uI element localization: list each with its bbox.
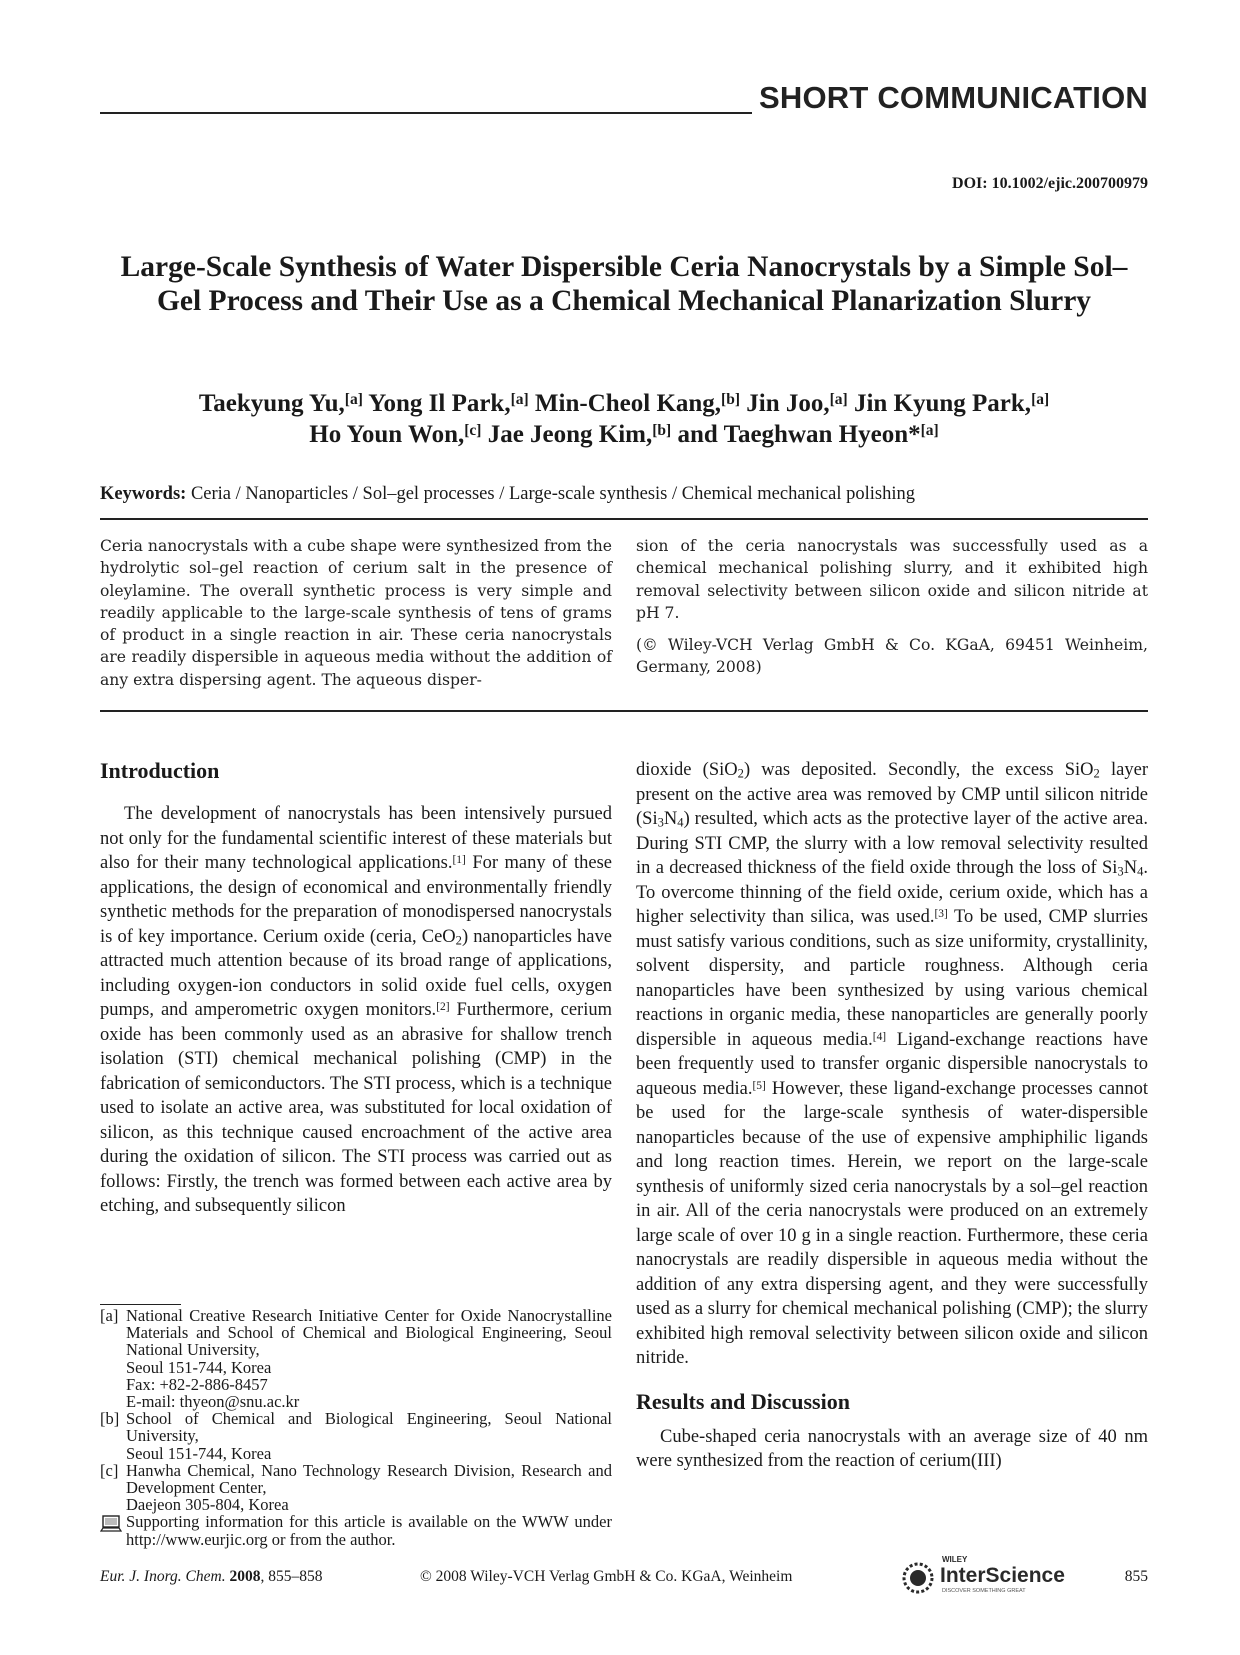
abstract-copyright: (© Wiley-VCH Verlag GmbH & Co. KGaA, 69451 Weinheim, Germany, 2008)	[636, 636, 1148, 677]
logo-small-text: WILEY	[942, 1555, 968, 1564]
affiliation-mark: [a]	[344, 391, 363, 409]
footer-copyright: © 2008 Wiley-VCH Verlag GmbH & Co. KGaA, Weinheim	[420, 1568, 793, 1585]
footnote-c: [c] Hanwha Chemical, Nano Technology Research Division, Research and Development Center, Daejeon 305-804, Korea	[100, 1460, 612, 1515]
author-name: Jin Kyung Park,	[853, 390, 1032, 417]
section-label: SHORT COMMUNICATION	[759, 80, 1148, 115]
logo-tagline: DISCOVER SOMETHING GREAT	[942, 1588, 1026, 1594]
affiliation-mark: [a]	[829, 391, 848, 409]
author-name: Yong Il Park,	[368, 390, 511, 417]
reference-link[interactable]: [3]	[934, 907, 948, 920]
affiliation-mark: [a]	[510, 391, 529, 409]
journal-citation: Eur. J. Inorg. Chem. 2008, 855–858	[100, 1568, 323, 1585]
article-title: Large-Scale Synthesis of Water Dispersible Ceria Nanocrystals by a Simple Sol–Gel Process and Their Use as a Chemical Mechanical Planarization Slurry	[120, 251, 1128, 317]
footnote-b: [b] School of Chemical and Biological Engineering, Seoul National University, Seoul 151-744, Korea	[100, 1409, 612, 1463]
results-paragraph: Cube-shaped ceria nanocrystals with an average size of 40 nm were synthesized from the reaction of cerium(III)	[636, 1426, 1148, 1471]
logo-main-text: InterScience	[940, 1564, 1065, 1587]
affiliation-mark: [a]	[920, 422, 939, 440]
email-link[interactable]: E-mail: thyeon@snu.ac.kr	[126, 1392, 300, 1412]
supporting-info-note	[100, 1513, 612, 1547]
supporting-info-text[interactable]: Supporting information for this article is available on the WWW under http://www.eurjic.org or from the author.	[126, 1512, 612, 1549]
interscience-logo[interactable]	[898, 1548, 1068, 1600]
author-list	[100, 388, 1148, 450]
affiliation-footnotes	[100, 1307, 612, 1548]
introduction-heading: Introduction	[100, 758, 220, 783]
author-name: Jae Jeong Kim,	[487, 421, 653, 448]
abstract-top-rule	[100, 518, 1148, 520]
body-left-column	[100, 758, 612, 1219]
affiliation-mark: [c]	[464, 422, 482, 440]
author-name: Jin Joo,	[746, 390, 830, 417]
reference-link[interactable]: [1]	[452, 853, 466, 866]
abstract-bottom-rule	[100, 710, 1148, 712]
author-name: Taekyung Yu,	[198, 390, 345, 417]
author-name: Min-Cheol Kang,	[534, 390, 722, 417]
introduction-paragraph: The development of nanocrystals has been intensively pursued not only for the fundamental scientific interest of these materials but also for their many technological applications.[1] For many of these applications, the design of economical and environmentally friendly synthetic methods for the preparation of monodispersed nanocrystals is of key importance. Cerium oxide (ceria, CeO$_2$) nanoparticles have attracted much attention because of its broad range of applications, including oxygen-ion conductors in solid oxide fuel cells, oxygen pumps, and amperometric oxygen monitors.[2] Furthermore, cerium oxide has been commonly used as an abrasive for shallow trench isolation (STI) chemical mechanical polishing (CMP) in the fabrication of semiconductors. The STI process, which is a technique used to isolate an active area, was substituted for local oxidation of silicon, as this technique caused encroachment of the active area during the oxidation of silicon. The STI process was carried out as follows: Firstly, the trench was formed between each active area by etching, and subsequently silicon	[100, 804, 612, 1216]
keywords-label: Keywords:	[100, 484, 187, 504]
abstract-text: sion of the ceria nanocrystals was successfully used as a chemical mechanical polishing slurry, and it exhibited high removal selectivity between silicon oxide and silicon nitride at pH 7.	[636, 537, 1148, 622]
header-rule	[100, 112, 752, 114]
doi-link[interactable]: DOI: 10.1002/ejic.200700979	[952, 175, 1148, 192]
keywords-list: Ceria / Nanoparticles / Sol–gel processes / Large-scale synthesis / Chemical mechanical polishing	[190, 484, 915, 504]
author-name: Ho Youn Won,	[309, 421, 465, 448]
footnote-a: [a] National Creative Research Initiative Center for Oxide Nanocrystalline Materials and School of Chemical and Biological Engineering, Seoul National University, Seoul 151-744, Korea Fax: +82-2-886-8457 E-mail: thyeon@snu.ac.kr	[100, 1306, 612, 1412]
affiliation-mark: [b]	[652, 422, 672, 440]
abstract-left-column: Ceria nanocrystals with a cube shape were synthesized from the hydrolytic sol–gel reaction of cerium salt in the presence of oleylamine. The overall synthetic process is very simple and readily applicable to the large-scale synthesis of tens of grams of product in a single reaction in air. These ceria nanocrystals are readily dispersible in aqueous media without the addition of any extra dispersing agent. The aqueous disper-	[100, 537, 612, 689]
affiliation-mark: [b]	[721, 391, 740, 409]
page-number: 855	[1124, 1568, 1148, 1585]
affiliation-mark: [a]	[1031, 391, 1050, 409]
author-name: and Taeghwan Hyeon*	[677, 421, 921, 448]
reference-link[interactable]: [5]	[752, 1079, 766, 1092]
footnote-label: [b]	[100, 1409, 120, 1429]
body-right-column	[636, 758, 1148, 1474]
footnote-label: [c]	[100, 1460, 119, 1480]
abstract-right-column	[636, 535, 1148, 679]
body-paragraph: dioxide (SiO$_2$) was deposited. Secondly, the excess SiO$_2$ layer present on the active area was removed by CMP until silicon nitride $(Si_3N_4)$ resulted, which acts as the protective layer of the active area. During STI CMP, the slurry with a low removal selectivity resulted in a decreased thickness of the field oxide through the loss of $Si_3N_4$. To overcome thinning of the field oxide, cerium oxide, which has a higher selectivity than silica, was used.[3] To be used, CMP slurries must satisfy various conditions, such as size uniformity, crystallinity, solvent dispersity, and particle roughness. Although ceria nanoparticles have been synthesized by using various chemical reactions in organic media, these nanoparticles are generally poorly dispersible in aqueous media.[4] Ligand-exchange reactions have been frequently used to transfer organic dispersible nanocrystals to aqueous media.[5] However, these ligand-exchange processes cannot be used for the large-scale synthesis of water-dispersible nanoparticles because of the use of expensive amphiphilic ligands and long reaction times. Herein, we report on the large-scale synthesis of uniformly sized ceria nanocrystals by a sol–gel reaction in air. All of the ceria nanocrystals were produced on an extremely large scale of over 10 g in a single reaction. Furthermore, these ceria nanocrystals are readily dispersible in aqueous media without the addition of any extra dispersing agent, and they were successfully used as a slurry for chemical mechanical polishing (CMP); the slurry exhibited high removal selectivity between silicon oxide and silicon nitride.	[636, 760, 1148, 1368]
reference-link[interactable]: [2]	[436, 1000, 450, 1013]
computer-icon	[100, 1513, 126, 1547]
keywords-line	[100, 484, 915, 505]
reference-link[interactable]: [4]	[872, 1030, 887, 1043]
results-heading: Results and Discussion	[636, 1388, 850, 1414]
page-footer	[100, 1555, 1148, 1594]
footnote-label: [a]	[100, 1306, 119, 1325]
